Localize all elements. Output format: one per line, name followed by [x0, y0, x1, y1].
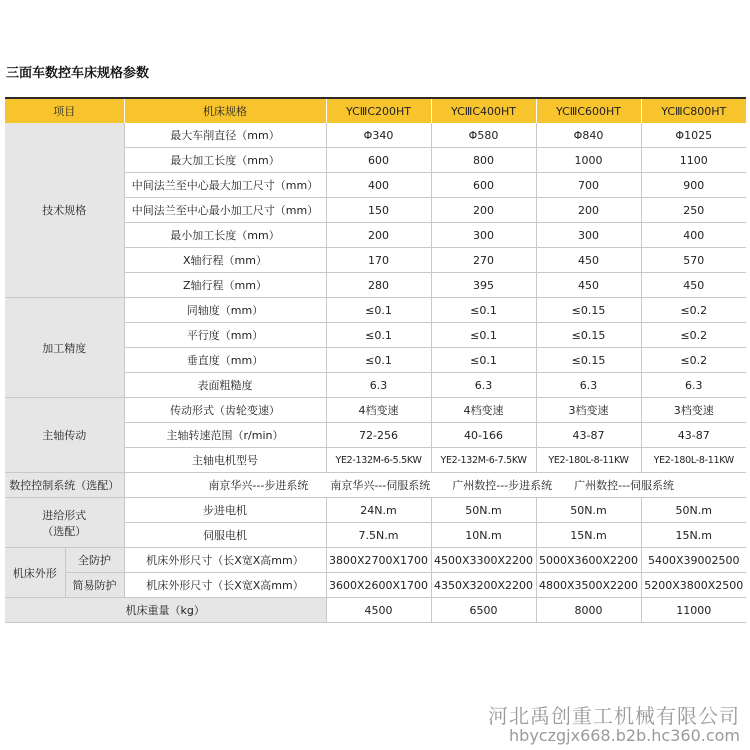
table-row [5, 398, 746, 423]
header-spec: 机床规格 [124, 98, 326, 123]
row-value: ≤0.1 [326, 298, 431, 323]
header-model-3: YCⅢC600HT [536, 98, 641, 123]
row-value: 150 [326, 198, 431, 223]
row-value: YE2-180L-8-11KW [536, 448, 641, 473]
row-value: 4档变速 [431, 398, 536, 423]
table-row [5, 573, 746, 598]
row-value: 300 [536, 223, 641, 248]
group-cnc: 数控控制系统（选配） [5, 473, 124, 498]
row-label: 主轴电机型号 [124, 448, 326, 473]
row-value: 24N.m [326, 498, 431, 523]
row-value: 3800X2700X1700 [326, 548, 431, 573]
row-label: 最小加工长度（mm） [124, 223, 326, 248]
row-label: 中间法兰至中心最小加工尺寸（mm） [124, 198, 326, 223]
row-value: 200 [536, 198, 641, 223]
row-value: 570 [641, 248, 746, 273]
group-weight: 机床重量（kg） [5, 598, 326, 623]
table-row [5, 473, 746, 498]
page-title: 三面车数控车床规格参数 [6, 66, 150, 81]
header-item: 项目 [5, 98, 124, 123]
subgroup-simple-guard: 简易防护 [65, 573, 124, 598]
row-value: 600 [431, 173, 536, 198]
cnc-options: 南京华兴---步进系统 南京华兴---伺服系统 广州数控---步进系统 广州数控---伺服系统 [124, 473, 746, 498]
row-label: 垂直度（mm） [124, 348, 326, 373]
spec-table [5, 97, 746, 623]
group-spindle: 主轴传动 [5, 398, 124, 473]
header-row [5, 98, 746, 123]
row-value: 450 [641, 273, 746, 298]
row-value: 43-87 [641, 423, 746, 448]
row-value: ≤0.2 [641, 298, 746, 323]
row-value: ≤0.1 [431, 323, 536, 348]
row-label: 表面粗糙度 [124, 373, 326, 398]
watermark-url: hbyczgjx668.b2b.hc360.com [509, 726, 740, 745]
row-value: ≤0.2 [641, 348, 746, 373]
table-row [5, 548, 746, 573]
row-value: 280 [326, 273, 431, 298]
row-label: 伺服电机 [124, 523, 326, 548]
row-value: 6.3 [536, 373, 641, 398]
row-value: YE2-132M-6-5.5KW [326, 448, 431, 473]
row-value: Φ340 [326, 123, 431, 148]
row-value: 5400X39002500 [641, 548, 746, 573]
row-value: 4800X3500X2200 [536, 573, 641, 598]
table-row [5, 498, 746, 523]
group-shape: 机床外形 [5, 548, 65, 598]
row-label: 最大加工长度（mm） [124, 148, 326, 173]
row-value: 600 [326, 148, 431, 173]
row-value: 72-256 [326, 423, 431, 448]
row-value: 3档变速 [641, 398, 746, 423]
row-label: X轴行程（mm） [124, 248, 326, 273]
row-value: 40-166 [431, 423, 536, 448]
row-value: 1000 [536, 148, 641, 173]
row-value: 450 [536, 248, 641, 273]
row-value: 4500 [326, 598, 431, 623]
row-label: Z轴行程（mm） [124, 273, 326, 298]
row-label: 平行度（mm） [124, 323, 326, 348]
row-value: 5000X3600X2200 [536, 548, 641, 573]
row-label: 机床外形尺寸（长X宽X高mm） [124, 573, 326, 598]
row-value: 6.3 [641, 373, 746, 398]
row-value: ≤0.1 [326, 323, 431, 348]
row-value: 4档变速 [326, 398, 431, 423]
row-label: 主轴转速范围（r/min） [124, 423, 326, 448]
row-value: YE2-180L-8-11KW [641, 448, 746, 473]
row-value: 3600X2600X1700 [326, 573, 431, 598]
row-value: 200 [431, 198, 536, 223]
header-model-1: YCⅢC200HT [326, 98, 431, 123]
row-value: 1100 [641, 148, 746, 173]
row-value: 5200X3800X2500 [641, 573, 746, 598]
row-value: 11000 [641, 598, 746, 623]
row-label: 机床外形尺寸（长X宽X高mm） [124, 548, 326, 573]
row-value: 250 [641, 198, 746, 223]
row-value: 400 [641, 223, 746, 248]
row-value: 15N.m [536, 523, 641, 548]
row-value: 300 [431, 223, 536, 248]
subgroup-full-guard: 全防护 [65, 548, 124, 573]
row-label: 步进电机 [124, 498, 326, 523]
row-value: 6.3 [431, 373, 536, 398]
row-value: 50N.m [536, 498, 641, 523]
row-value: ≤0.15 [536, 348, 641, 373]
group-precision: 加工精度 [5, 298, 124, 398]
group-feed: 进给形式 （选配） [5, 498, 124, 548]
row-value: Φ580 [431, 123, 536, 148]
header-model-4: YCⅢC800HT [641, 98, 746, 123]
row-value: 200 [326, 223, 431, 248]
group-tech-specs: 技术规格 [5, 123, 124, 298]
row-value: 4500X3300X2200 [431, 548, 536, 573]
row-value: ≤0.1 [326, 348, 431, 373]
row-value: 7.5N.m [326, 523, 431, 548]
header-model-2: YCⅢC400HT [431, 98, 536, 123]
row-label: 中间法兰至中心最大加工尺寸（mm） [124, 173, 326, 198]
table-row [5, 123, 746, 148]
row-value: 700 [536, 173, 641, 198]
row-label: 同轴度（mm） [124, 298, 326, 323]
row-value: 50N.m [641, 498, 746, 523]
row-value: 800 [431, 148, 536, 173]
row-value: 900 [641, 173, 746, 198]
row-value: 450 [536, 273, 641, 298]
row-label: 传动形式（齿轮变速） [124, 398, 326, 423]
watermark-company: 河北禹创重工机械有限公司 [488, 704, 740, 728]
row-value: 3档变速 [536, 398, 641, 423]
row-value: 8000 [536, 598, 641, 623]
row-value: 170 [326, 248, 431, 273]
row-value: ≤0.2 [641, 323, 746, 348]
row-value: ≤0.15 [536, 323, 641, 348]
row-value: ≤0.1 [431, 298, 536, 323]
row-value: 400 [326, 173, 431, 198]
row-value: 4350X3200X2200 [431, 573, 536, 598]
table-row [5, 598, 746, 623]
row-value: Φ840 [536, 123, 641, 148]
row-value: 10N.m [431, 523, 536, 548]
row-value: 43-87 [536, 423, 641, 448]
row-value: 6.3 [326, 373, 431, 398]
row-value: Φ1025 [641, 123, 746, 148]
row-value: 15N.m [641, 523, 746, 548]
row-value: 395 [431, 273, 536, 298]
row-value: YE2-132M-6-7.5KW [431, 448, 536, 473]
table-row [5, 298, 746, 323]
row-value: 6500 [431, 598, 536, 623]
row-value: ≤0.1 [431, 348, 536, 373]
row-value: 50N.m [431, 498, 536, 523]
row-value: ≤0.15 [536, 298, 641, 323]
row-label: 最大车削直径（mm） [124, 123, 326, 148]
row-value: 270 [431, 248, 536, 273]
